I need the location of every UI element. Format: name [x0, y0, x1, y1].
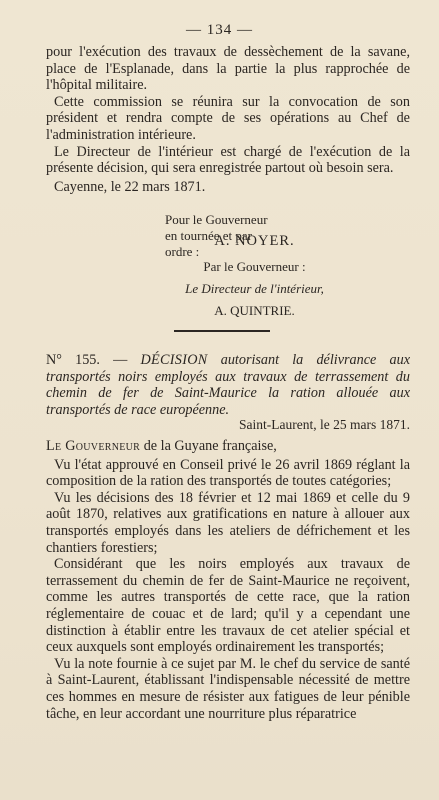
- considerant: Vu l'état approuvé en Conseil privé le 26 avril 1869 réglant la composition de la ration des transportés de toutes catégories;: [46, 456, 410, 490]
- signatory-name: A. NOYER.: [214, 233, 295, 249]
- paragraph: Le Directeur de l'intérieur est chargé de l'exécution de la présente décision, qui sera enregistrée partout où besoin sera.: [46, 143, 410, 177]
- governor-title: Le Gouverneur: [46, 438, 141, 454]
- decision-title: DÉCISION: [140, 352, 208, 368]
- signatory-name: A. QUINTRIE.: [214, 303, 295, 318]
- separator-rule: [174, 330, 270, 332]
- paragraph: Cette commission se réunira sur la convocation de son président et rendra compte de ses opérations au Chef de l'administration intérieure.: [46, 93, 410, 143]
- signature-line: Par le Gouverneur :: [203, 259, 306, 274]
- considerant: Vu les décisions des 18 février et 12 mai 1869 et celle du 9 août 1870, relatives aux gratifications en nature à allouer aux transportés employés dans les ateliers de défrichement et les chantiers forestiers;: [46, 489, 410, 556]
- governor-rest: de la Guyane française,: [140, 438, 277, 454]
- preamble: [46, 438, 410, 455]
- page-number: — 134 —: [186, 22, 253, 38]
- decision-number: N° 155. —: [46, 352, 128, 368]
- place-date: Saint-Laurent, le 25 mars 1871.: [239, 417, 410, 432]
- considerant: Vu la note fournie à ce sujet par M. le chef du service de santé à Saint-Laurent, établissant l'indispensable nécessité de mettre ces hommes en mesure de résister aux fatigues de leur pénible tâche, en leur accordant une nourriture plus réparatrice: [46, 655, 410, 722]
- decision-text: autorisant la délivrance aux transportés noirs employés aux travaux de terrassement du chemin de fer de Saint-Maurice la ration allouée aux transportés de race européenne.: [46, 352, 411, 418]
- top-text-block: [46, 44, 410, 195]
- decision-body: [46, 438, 410, 722]
- signature-line: Le Directeur de l'intérieur,: [185, 281, 324, 296]
- signature-line: Pour le Gouverneur en tournée et par ordre :: [165, 212, 268, 259]
- considerant: Considérant que les noirs employés aux travaux de terrassement du chemin de fer de Saint-Maurice ne reçoivent, comme les autres transportés de cette race, que la ration réglementaire de couac et de lard; qu'il y a cependant une distinction à établir entre les travaux de cet atelier spécial et ceux auxquels sont employés ordinairement les transportés;: [46, 556, 410, 656]
- decision-heading: [46, 352, 410, 418]
- place-date: Cayenne, le 22 mars 1871.: [54, 178, 206, 195]
- paragraph: pour l'exécution des travaux de dessèchement de la savane, place de l'Esplanade, dans la partie la plus rapprochée de l'hôpital militaire.: [46, 44, 410, 94]
